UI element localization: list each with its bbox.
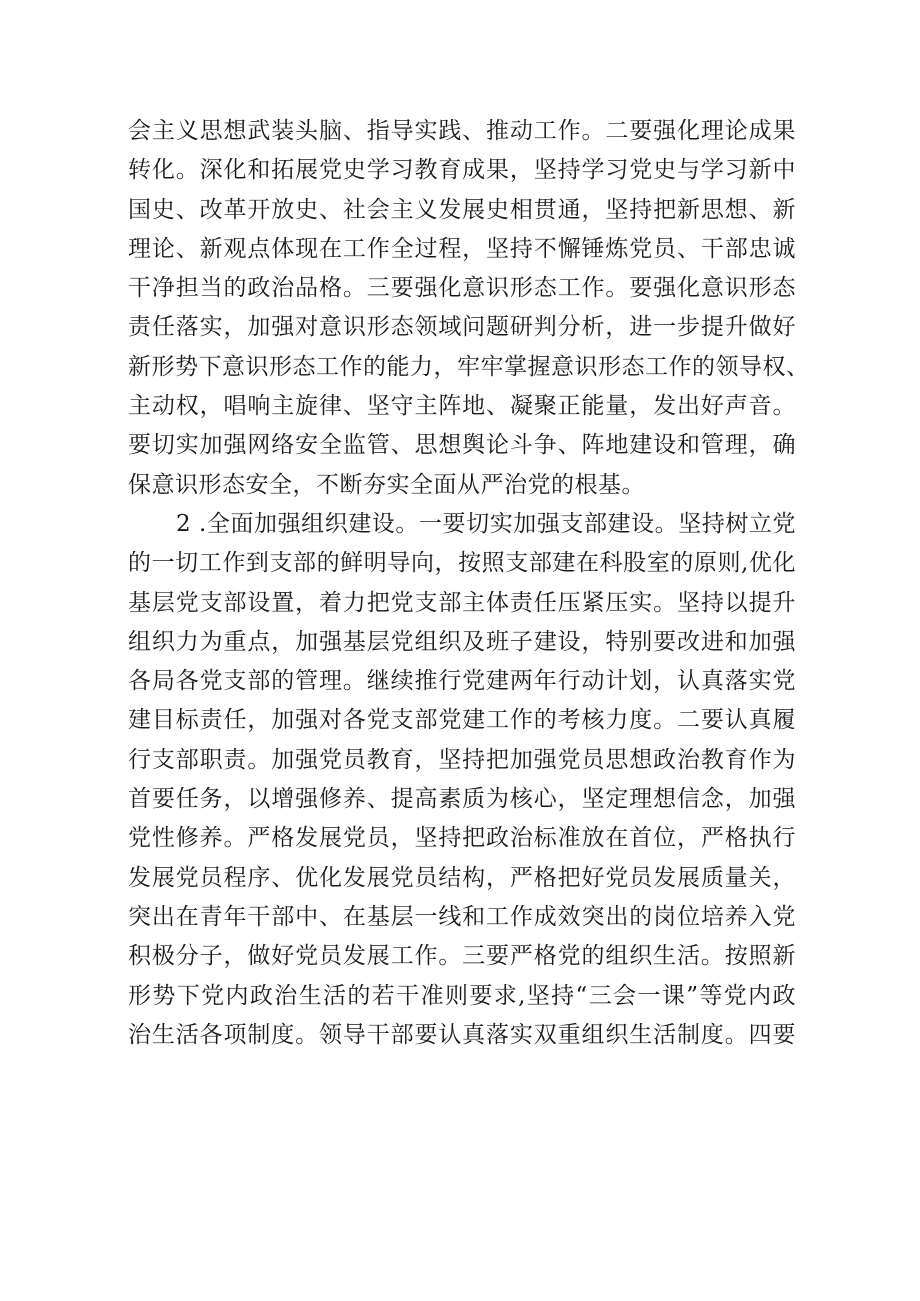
- text-line: 突出在青年干部中、在基层一线和工作成效突出的岗位培养入党: [128, 903, 796, 930]
- text-line: 基层党支部设置，着力把党支部主体责任压紧压实。坚持以提升: [128, 589, 796, 616]
- text-line: 理论、新观点体现在工作全过程，坚持不懈锤炼党员、干部忠诚: [128, 235, 796, 262]
- text-line: 治生活各项制度。领导干部要认真落实双重组织生活制度。四要: [128, 1021, 796, 1048]
- text-line: 发展党员程序、优化发展党员结构，严格把好党员发展质量关，: [128, 864, 796, 891]
- text-line: 建目标责任，加强对各党支部党建工作的考核力度。二要认真履: [128, 707, 796, 734]
- text-line: 会主义思想武装头脑、指导实践、推动工作。二要强化理论成果: [128, 118, 796, 144]
- text-line: 行支部职责。加强党员教育，坚持把加强党员思想政治教育作为: [128, 746, 796, 773]
- body-text: [128, 112, 810, 1055]
- text-line: 国史、改革开放史、社会主义发展史相贯通，坚持把新思想、新: [128, 196, 796, 223]
- text-line: 主动权，唱响主旋律、坚守主阵地、凝聚正能量，发出好声音。: [128, 393, 796, 420]
- text-line: 各局各党支部的管理。继续推行党建两年行动计划，认真落实党: [128, 668, 796, 695]
- section-heading-line: 2 .全面加强组织建设。一要切实加强支部建设。坚持树立党: [176, 510, 796, 537]
- text-line: 形势下党内政治生活的若干准则要求,坚持“三会一课”等党内政: [128, 982, 796, 1009]
- text-line: 的一切工作到支部的鲜明导向，按照支部建在科股室的原则,优化: [128, 550, 796, 577]
- text-line: 积极分子，做好党员发展工作。三要严格党的组织生活。按照新: [128, 943, 796, 970]
- text-line: 首要任务，以增强修养、提高素质为核心，坚定理想信念，加强: [128, 786, 796, 813]
- text-line: 保意识形态安全，不断夯实全面从严治党的根基。: [128, 471, 645, 498]
- text-line: 新形势下意识形态工作的能力，牢牢掌握意识形态工作的领导权、: [128, 353, 810, 380]
- text-line: 转化。深化和拓展党史学习教育成果，坚持学习党史与学习新中: [128, 157, 796, 184]
- text-line: 责任落实，加强对意识形态领域问题研判分析，进一步提升做好: [128, 314, 796, 341]
- text-line: 组织力为重点，加强基层党组织及班子建设，特别要改进和加强: [128, 628, 796, 655]
- text-line: 党性修养。严格发展党员，坚持把政治标准放在首位，严格执行: [128, 825, 796, 852]
- text-line: 干净担当的政治品格。三要强化意识形态工作。要强化意识形态: [128, 275, 796, 302]
- text-line: 要切实加强网络安全监管、思想舆论斗争、阵地建设和管理，确: [128, 432, 796, 459]
